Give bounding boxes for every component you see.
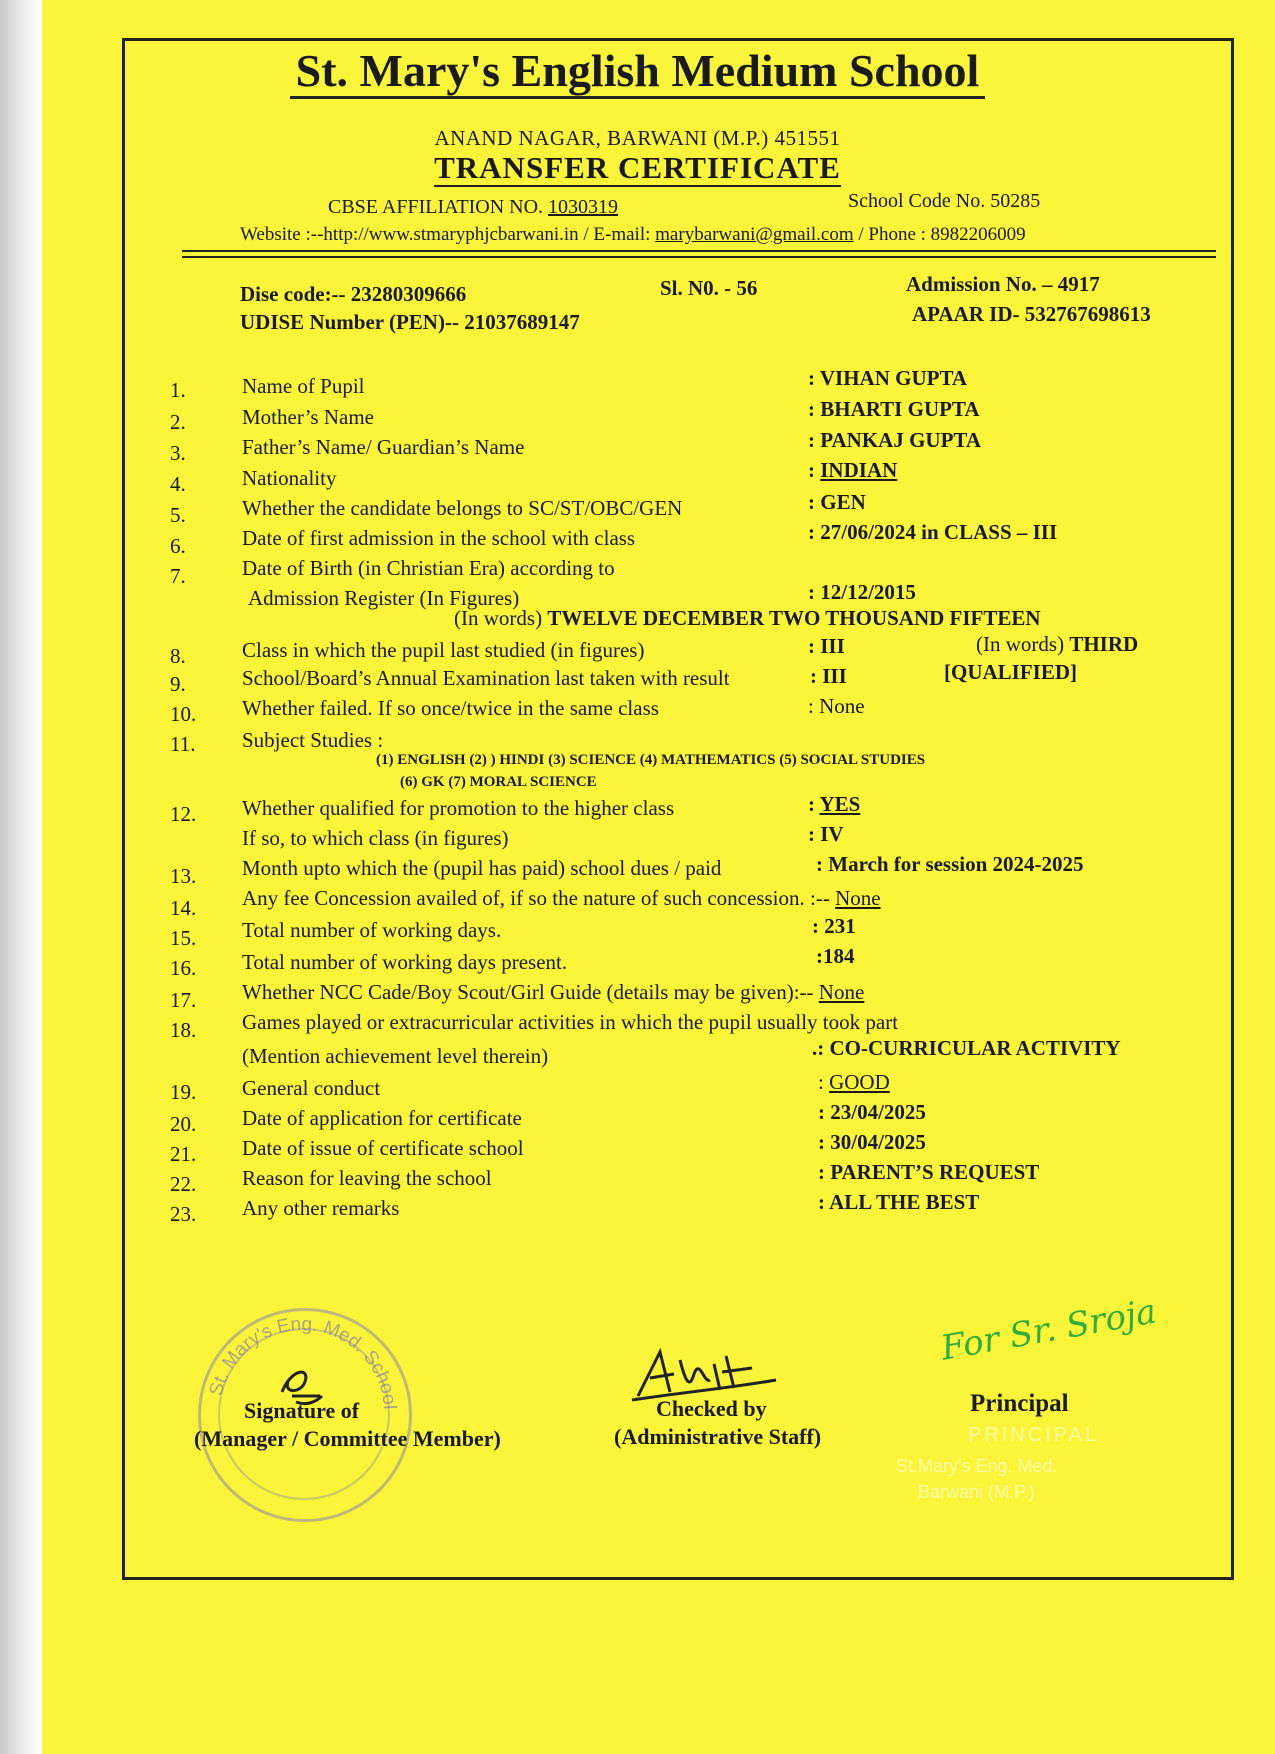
principal-handwritten-signature: For Sr. Sroja bbox=[938, 1291, 1160, 1369]
header-divider-second bbox=[182, 256, 1216, 258]
scan-edge-shadow bbox=[0, 0, 42, 1754]
field-number: 9. bbox=[170, 672, 186, 696]
field-number: 18. bbox=[170, 1018, 197, 1042]
school-address: ANAND NAGAR, BARWANI (M.P.) 451551 bbox=[434, 126, 841, 150]
cbse-number: 1030319 bbox=[548, 196, 619, 218]
field-label-continued: If so, to which class (in figures) bbox=[242, 826, 509, 850]
field-number: 12. bbox=[170, 802, 197, 826]
field-label: Month upto which the (pupil has paid) school dues / paid bbox=[242, 856, 722, 880]
field-label: Subject Studies : bbox=[242, 728, 384, 752]
field-label: Father’s Name/ Guardian’s Name bbox=[242, 435, 525, 459]
field-number: 17. bbox=[170, 988, 197, 1012]
admission-number: Admission No. – 4917 bbox=[906, 272, 1100, 296]
manager-signature-label: Signature of bbox=[244, 1398, 360, 1423]
field-label: Whether qualified for promotion to the higher class bbox=[242, 796, 675, 820]
principal-stamp-school: St.Mary's Eng. Med. bbox=[896, 1456, 1058, 1476]
field-label: Date of application for certificate bbox=[242, 1106, 522, 1130]
exam-result-value: [QUALIFIED] bbox=[944, 660, 1078, 684]
checked-by-label: Checked by bbox=[656, 1396, 767, 1421]
nationality-value: : INDIAN bbox=[808, 458, 898, 482]
field-label: Mother’s Name bbox=[242, 405, 374, 429]
dob-figures-value: : 12/12/2015 bbox=[808, 580, 916, 604]
udise-number: UDISE Number (PEN)-- 21037689147 bbox=[240, 310, 580, 334]
field-label: Date of first admission in the school with class bbox=[242, 526, 636, 550]
principal-stamp-place: Barwani (M.P.) bbox=[918, 1482, 1035, 1502]
working-days-value: : 231 bbox=[812, 914, 856, 938]
document-title: TRANSFER CERTIFICATE bbox=[434, 150, 841, 185]
svg-text:St. Mary's Eng. Med. School: St. Mary's Eng. Med. School bbox=[205, 1313, 400, 1410]
field-label: Whether failed. If so once/twice in the same class bbox=[242, 696, 659, 720]
field-number: 2. bbox=[170, 410, 186, 434]
field-number: 11. bbox=[170, 732, 196, 756]
header-divider bbox=[182, 250, 1216, 252]
field-number: 4. bbox=[170, 472, 186, 496]
conduct-value: : GOOD bbox=[818, 1070, 890, 1094]
dob-words: (In words) TWELVE DECEMBER TWO THOUSAND FIFTEEN bbox=[454, 606, 1041, 630]
cbse-affiliation: CBSE AFFILIATION NO. 1030319 bbox=[328, 196, 619, 218]
subjects-line-2: (6) GK (7) MORAL SCIENCE bbox=[400, 774, 597, 790]
remarks-value: : ALL THE BEST bbox=[818, 1190, 980, 1214]
ncc-scout: Whether NCC Cade/Boy Scout/Girl Guide (details may be given):-- None bbox=[242, 980, 865, 1004]
failed-value: : None bbox=[808, 694, 865, 718]
category-value: : GEN bbox=[808, 490, 866, 514]
field-label: Games played or extracurricular activities in which the pupil usually took part bbox=[242, 1010, 899, 1034]
school-name: St. Mary's English Medium School bbox=[0, 44, 1275, 97]
field-label: Date of issue of certificate school bbox=[242, 1136, 524, 1160]
field-number: 19. bbox=[170, 1080, 197, 1104]
contact-line: Website :--http://www.stmaryphjcbarwani.in / E-mail: marybarwani@gmail.com / Phone : 8982206009 bbox=[240, 224, 1026, 245]
mother-name-value: : BHARTI GUPTA bbox=[808, 397, 980, 421]
admission-date-value: : 27/06/2024 in CLASS – III bbox=[808, 520, 1058, 544]
field-number: 23. bbox=[170, 1202, 197, 1226]
field-number: 15. bbox=[170, 926, 197, 950]
days-present-value: :184 bbox=[816, 944, 855, 968]
fee-concession: Any fee Concession availed of, if so the nature of such concession. :-- None bbox=[242, 886, 881, 910]
field-label: Date of Birth (in Christian Era) according to bbox=[242, 556, 615, 580]
field-label: Total number of working days. bbox=[242, 918, 502, 942]
school-code: School Code No. 50285 bbox=[848, 190, 1041, 212]
field-label: Nationality bbox=[242, 466, 337, 490]
promoted-class-value: : IV bbox=[808, 822, 844, 846]
field-number: 20. bbox=[170, 1112, 197, 1136]
dob-words-value: TWELVE DECEMBER TWO THOUSAND FIFTEEN bbox=[547, 606, 1041, 630]
serial-number: Sl. N0. - 56 bbox=[660, 276, 758, 300]
field-label: Total number of working days present. bbox=[242, 950, 568, 974]
field-label: Any other remarks bbox=[242, 1196, 400, 1220]
field-label: Name of Pupil bbox=[242, 374, 365, 398]
dues-value: : March for session 2024-2025 bbox=[816, 852, 1084, 876]
field-number: 14. bbox=[170, 896, 197, 920]
last-class-words: (In words) THIRD bbox=[976, 632, 1139, 656]
dise-code: Dise code:-- 23280309666 bbox=[240, 282, 467, 306]
field-number: 5. bbox=[170, 503, 186, 527]
manager-signature-role: (Manager / Committee Member) bbox=[194, 1426, 501, 1451]
exam-class-value: : III bbox=[810, 664, 847, 688]
field-number: 22. bbox=[170, 1172, 197, 1196]
field-label: General conduct bbox=[242, 1076, 381, 1100]
subjects-line-1: (1) ENGLISH (2) ) HINDI (3) SCIENCE (4) MATHEMATICS (5) SOCIAL STUDIES bbox=[376, 752, 926, 768]
leaving-reason-value: : PARENT’S REQUEST bbox=[818, 1160, 1040, 1184]
field-number: 10. bbox=[170, 702, 197, 726]
apaar-id: APAAR ID- 532767698613 bbox=[912, 302, 1151, 326]
ncc-scout-value: None bbox=[818, 980, 865, 1004]
field-label-continued: (Mention achievement level therein) bbox=[242, 1044, 549, 1068]
pupil-name-value: : VIHAN GUPTA bbox=[808, 366, 968, 390]
activities-value: .: CO-CURRICULAR ACTIVITY bbox=[812, 1036, 1121, 1060]
checked-by-role: (Administrative Staff) bbox=[614, 1424, 822, 1449]
field-label-continued: Admission Register (In Figures) bbox=[248, 586, 520, 610]
field-label: Class in which the pupil last studied (in figures) bbox=[242, 638, 645, 662]
principal-label: Principal bbox=[970, 1390, 1069, 1417]
field-number: 13. bbox=[170, 864, 197, 888]
field-number: 6. bbox=[170, 534, 186, 558]
field-number: 8. bbox=[170, 644, 186, 668]
fee-concession-value: None bbox=[835, 886, 881, 910]
last-class-value: : III bbox=[808, 634, 845, 658]
father-name-value: : PANKAJ GUPTA bbox=[808, 428, 982, 452]
principal-stamp-title: PRINCIPAL bbox=[968, 1424, 1100, 1446]
field-number: 3. bbox=[170, 441, 186, 465]
field-number: 21. bbox=[170, 1142, 197, 1166]
field-number: 7. bbox=[170, 564, 186, 588]
issue-date-value: : 30/04/2025 bbox=[818, 1130, 926, 1154]
application-date-value: : 23/04/2025 bbox=[818, 1100, 926, 1124]
field-label: Reason for leaving the school bbox=[242, 1166, 492, 1190]
field-number: 1. bbox=[170, 378, 186, 402]
email-link[interactable]: marybarwani@gmail.com bbox=[655, 224, 854, 245]
field-label: Whether the candidate belongs to SC/ST/OBC/GEN bbox=[242, 496, 683, 520]
field-number: 16. bbox=[170, 956, 197, 980]
field-label: School/Board’s Annual Examination last taken with result bbox=[242, 666, 730, 690]
promotion-value: : YES bbox=[808, 792, 861, 816]
